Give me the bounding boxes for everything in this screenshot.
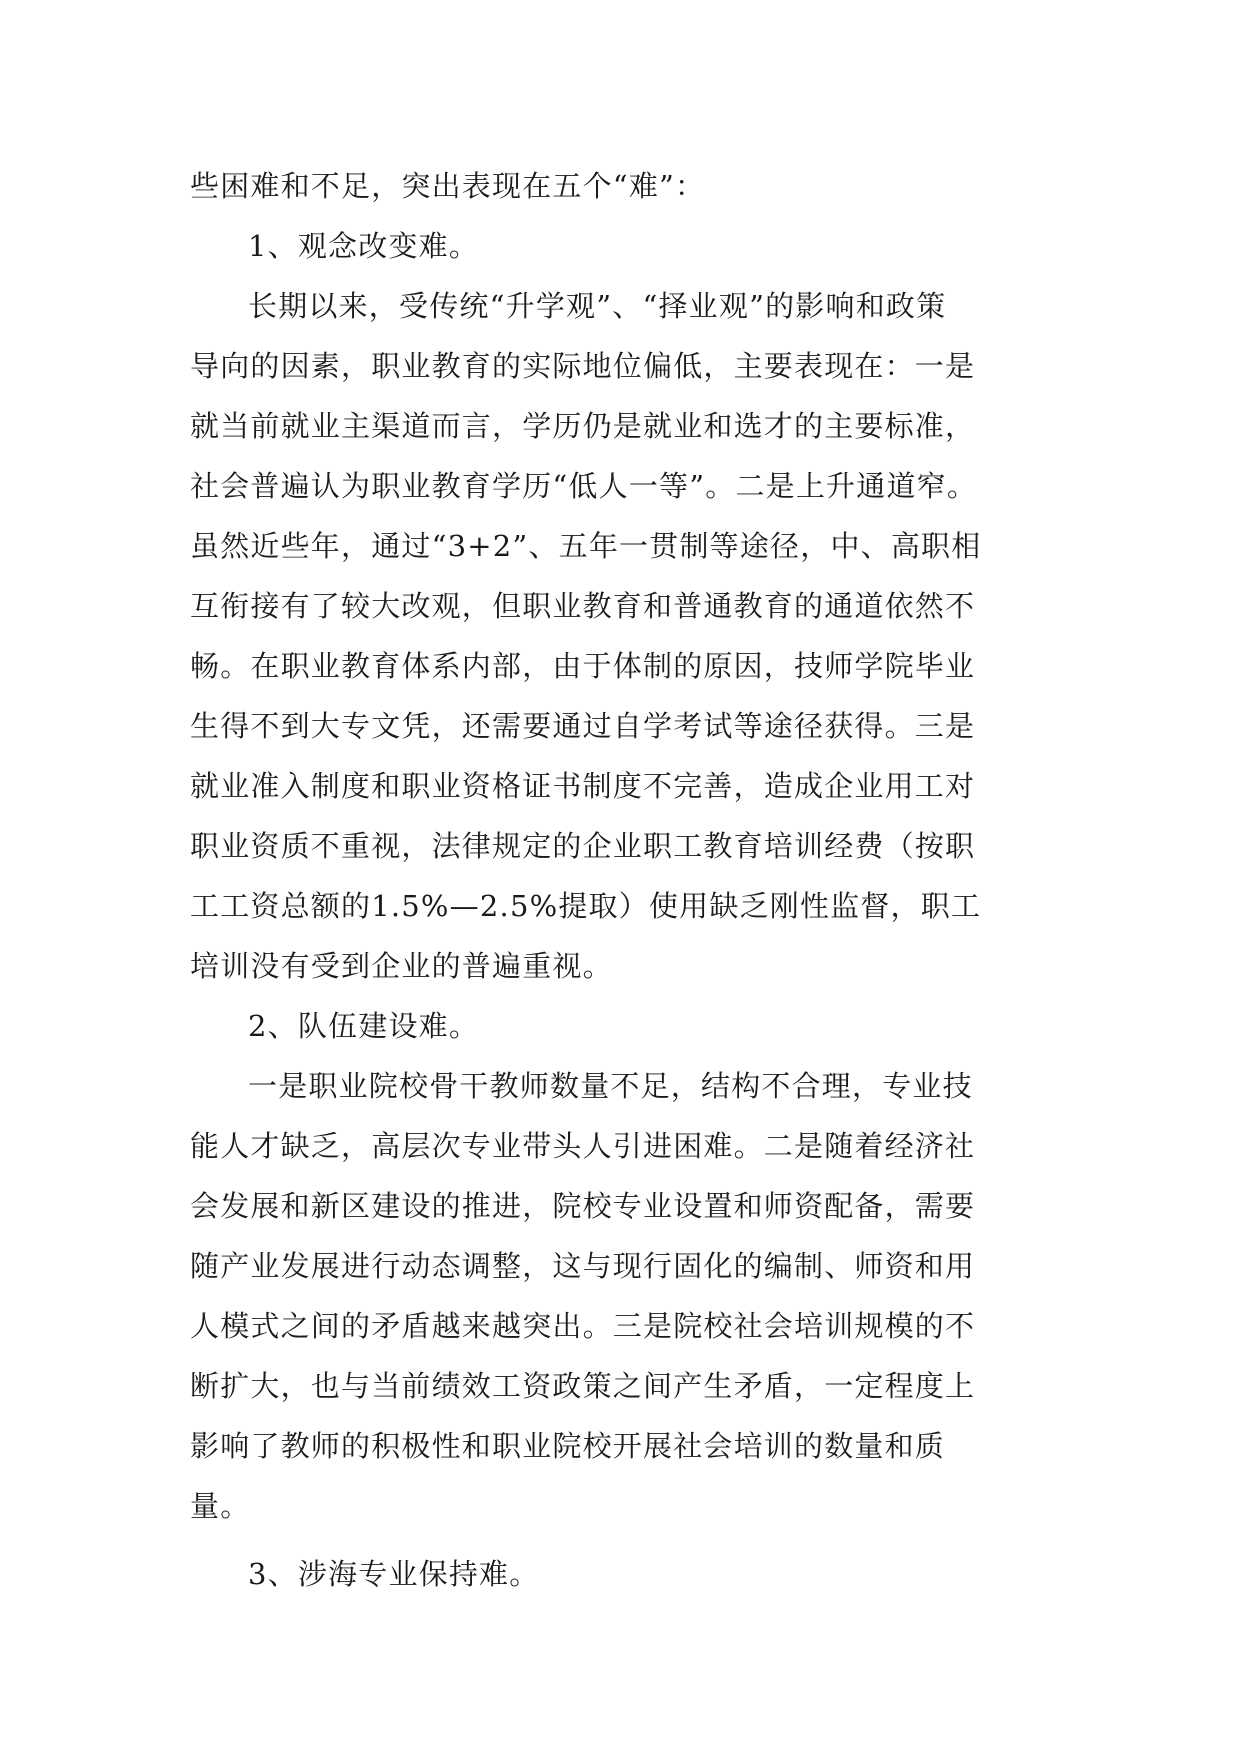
text-line: 导向的因素，职业教育的实际地位偏低，主要表现在：一是 — [190, 349, 976, 383]
text-line: 社会普遍认为职业教育学历“低人一等”。二是上升通道窄。 — [190, 469, 978, 503]
text-line: 虽然近些年，通过“3+2”、五年一贯制等途径，中、高职相 — [190, 529, 982, 563]
text-line: 就当前就业主渠道而言，学历仍是就业和选才的主要标准， — [190, 409, 976, 443]
text-line: 互衔接有了较大改观，但职业教育和普通教育的通道依然不 — [190, 589, 976, 623]
text-line: 会发展和新区建设的推进，院校专业设置和师资配备，需要 — [190, 1189, 976, 1223]
text-line: 生得不到大专文凭，还需要通过自学考试等途径获得。三是 — [190, 709, 976, 743]
text-line: 工工资总额的1.5%—2.5%提取）使用缺乏刚性监督，职工 — [190, 889, 982, 923]
text-line: 畅。在职业教育体系内部，由于体制的原因，技师学院毕业 — [190, 649, 976, 683]
paragraph-start: 长期以来，受传统“升学观”、“择业观”的影响和政策 — [248, 289, 947, 323]
text-line: 些困难和不足，突出表现在五个“难”： — [190, 169, 706, 203]
text-line: 培训没有受到企业的普遍重视。 — [190, 949, 613, 983]
section-heading-1: 1、观念改变难。 — [248, 229, 480, 263]
section-heading-3: 3、涉海专业保持难。 — [248, 1557, 540, 1591]
text-line: 就业准入制度和职业资格证书制度不完善，造成企业用工对 — [190, 769, 976, 803]
text-line: 能人才缺乏，高层次专业带头人引进困难。二是随着经济社 — [190, 1129, 976, 1163]
text-line: 人模式之间的矛盾越来越突出。三是院校社会培训规模的不 — [190, 1309, 976, 1343]
section-heading-2: 2、队伍建设难。 — [248, 1009, 480, 1043]
document-body — [190, 156, 1070, 1604]
paragraph-start: 一是职业院校骨干教师数量不足，结构不合理，专业技 — [248, 1069, 973, 1103]
text-line: 随产业发展进行动态调整，这与现行固化的编制、师资和用 — [190, 1249, 976, 1283]
text-line: 职业资质不重视，法律规定的企业职工教育培训经费（按职 — [190, 829, 976, 863]
text-line: 影响了教师的积极性和职业院校开展社会培训的数量和质 — [190, 1429, 946, 1463]
text-line: 断扩大，也与当前绩效工资政策之间产生矛盾，一定程度上 — [190, 1369, 976, 1403]
text-line: 量。 — [190, 1489, 251, 1523]
